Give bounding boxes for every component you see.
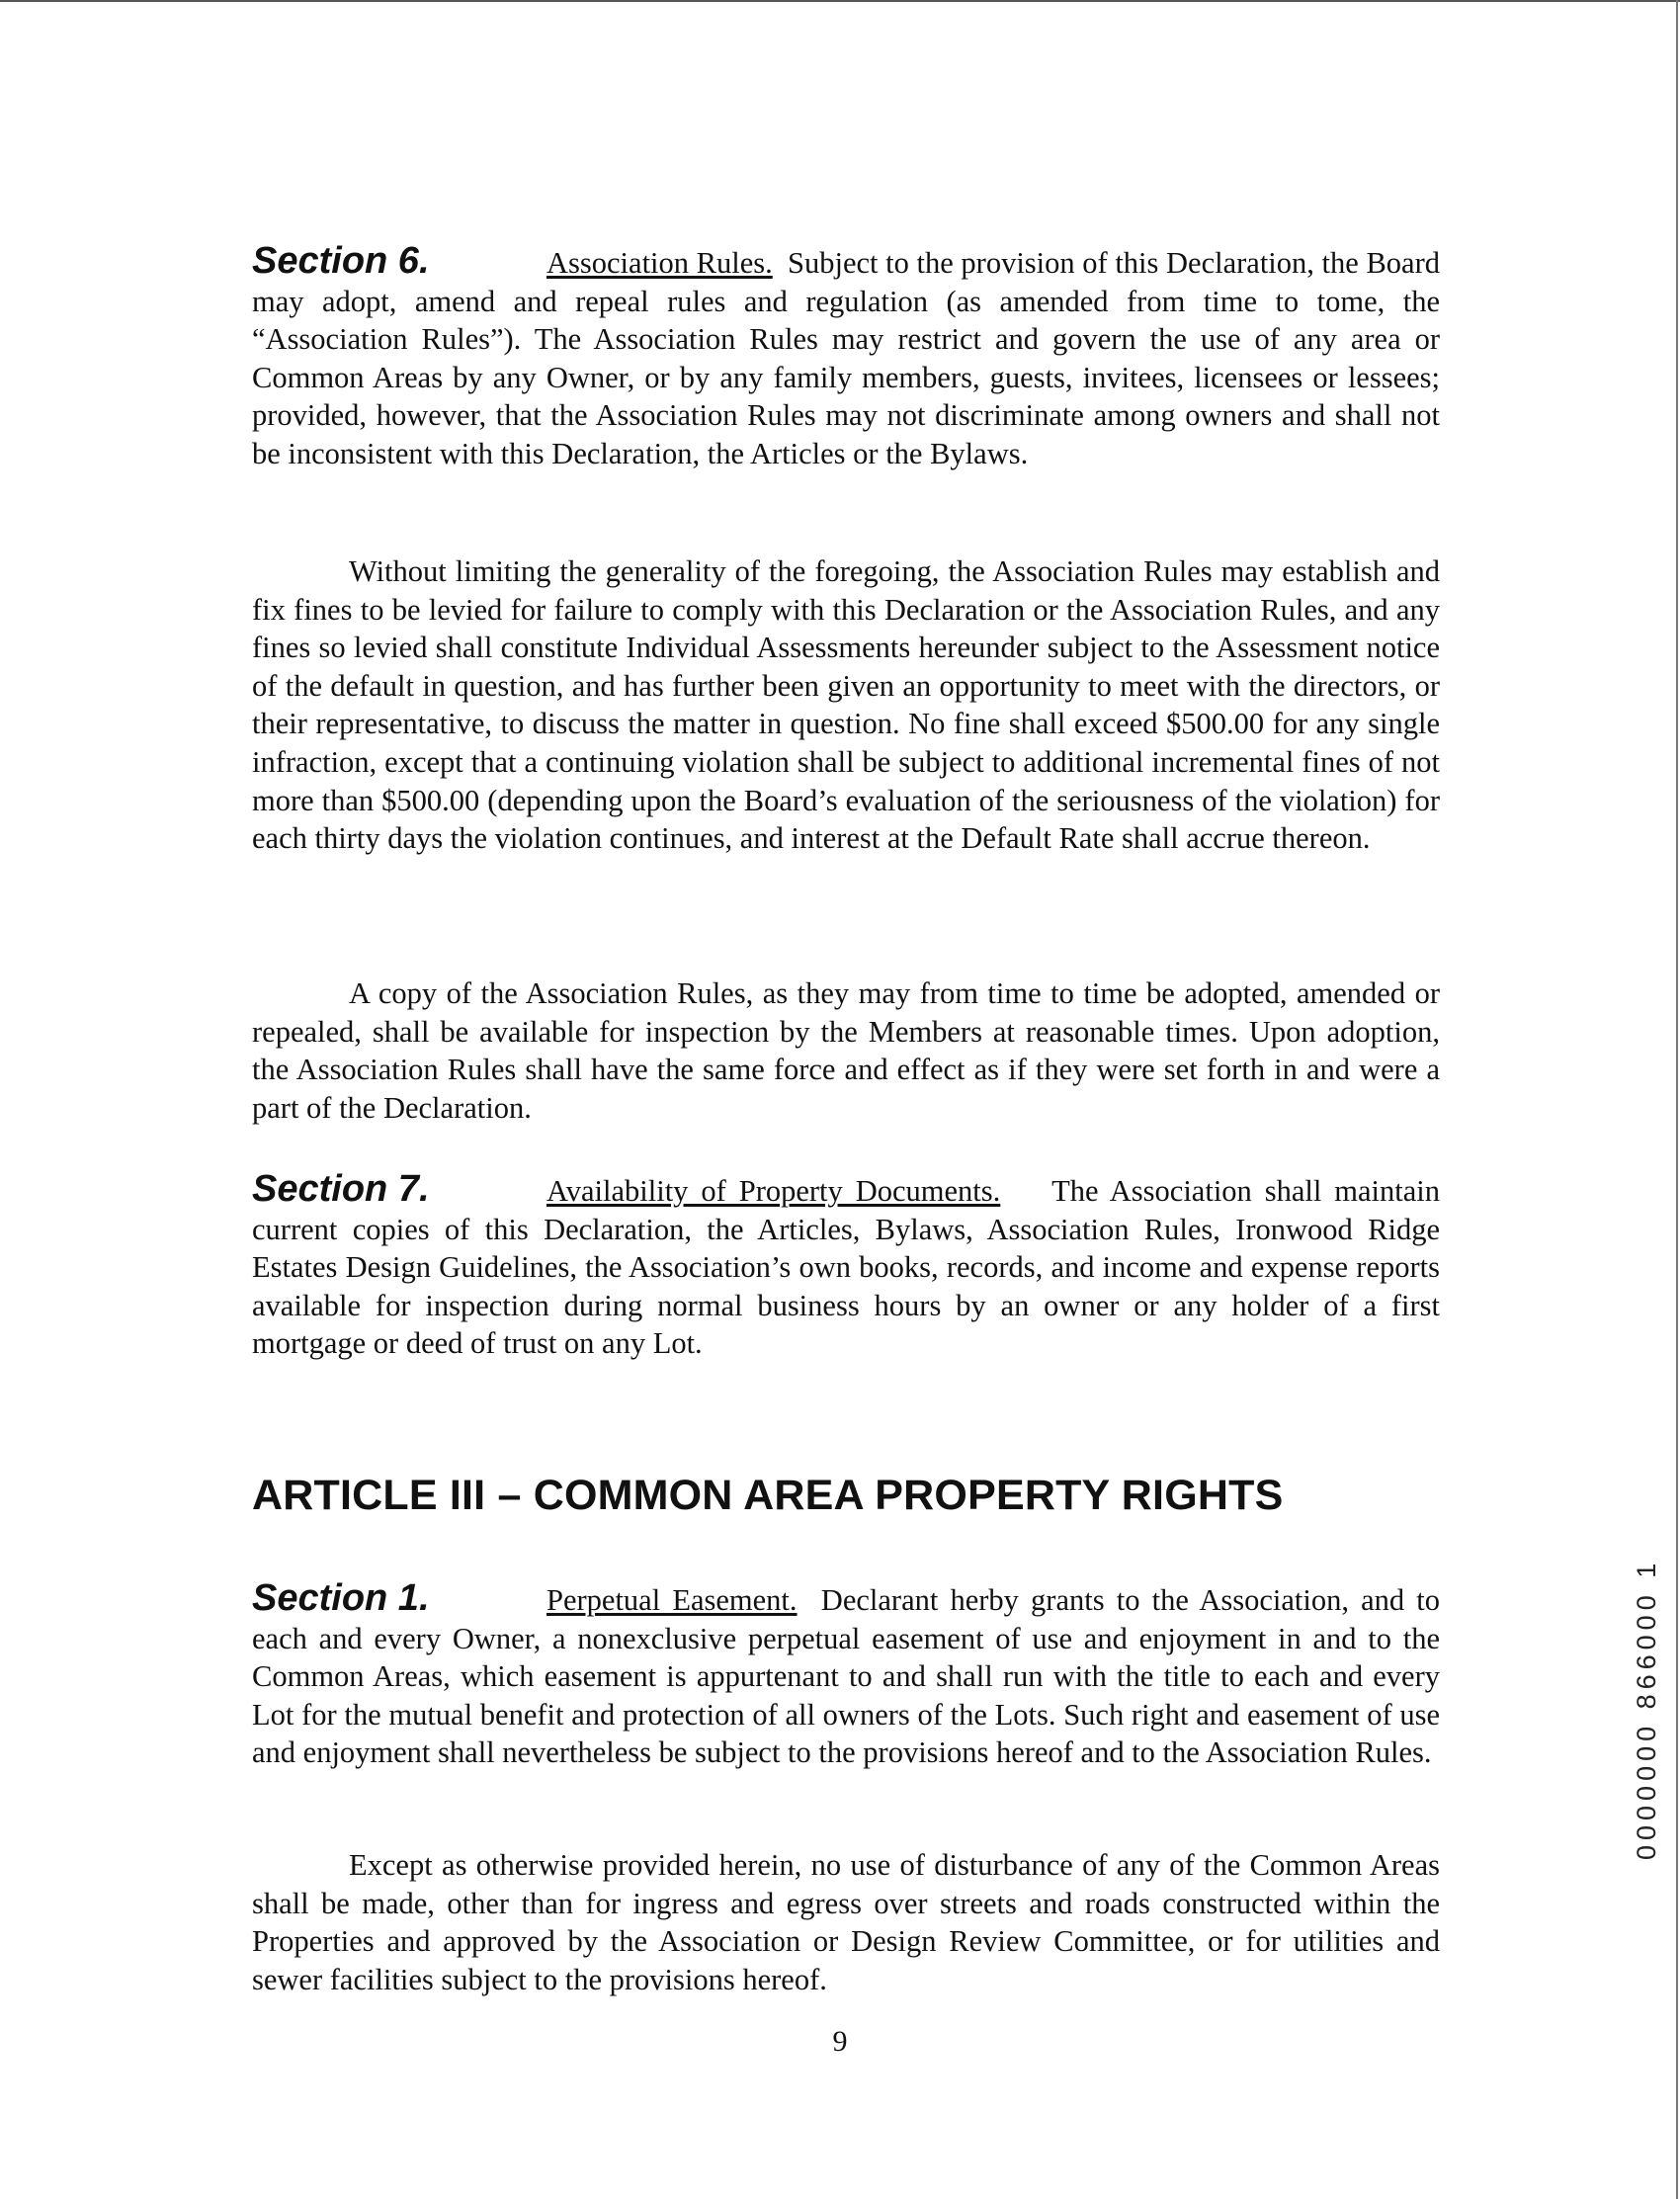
right-scan-rule [1676, 0, 1678, 2199]
article-3-section-1-intro: Declarant herby grants to the Association, and to each and every Owner, a nonexclusive perpetual easement of use and enjoyment in and to the Common Areas, which easement is appurtenant to and shall run with the title to each and every Lot for the mutual benefit and protection of all owners of the Lots. Such right and easement of use and enjoyment shall nevertheless be subject to the provisions hereof and to the Association Rules. [252, 1583, 1440, 1770]
article-3-heading: ARTICLE III – COMMON AREA PROPERTY RIGHTS [252, 1472, 1284, 1519]
top-scan-rule [0, 0, 1680, 2]
article-3-section-1-label: Section 1. [252, 1577, 430, 1619]
article-3-section-1-title: Perpetual Easement. [546, 1583, 798, 1617]
section-7-label: Section 7. [252, 1168, 430, 1210]
margin-document-stamp [1632, 1558, 1661, 1860]
section-7-intro: The Association shall maintain current copies of this Declaration, the Articles, Bylaws, Association Rules, Ironwood Ridge Estates Design Guidelines, the Association’s own books, records, and income and expense reports available for inspection during normal business hours by an owner or any holder of a first mortgage or deed of trust on any Lot. [252, 1174, 1441, 1361]
section-7-title: Availability of Property Documents. [546, 1174, 1001, 1208]
section-6-intro: Subject to the provision of this Declaration, the Board may adopt, amend and repeal rules and regulation (as amended from time to tome, the “Association Rules”). The Association Rules may restrict and govern the use of any area or Common Areas by any Owner, or by any family members, guests, invitees, licensees or lessees; provided, however, that the Association Rules may not discriminate among owners and shall not be inconsistent with this Declaration, the Articles or the Bylaws. [252, 246, 1440, 470]
article-3-section-1-use-paragraph: Except as otherwise provided herein, no use of disturbance of any of the Common Areas shall be made, other than for ingress and egress over streets and roads constructed within the Properties and approved by the Association or Design Review Committee, or for utilities and sewer facilities subject to the provisions hereof. [252, 1848, 1440, 1996]
section-7-paragraph [252, 1170, 1440, 1363]
section-6-fines-paragraph: Without limiting the generality of the foregoing, the Association Rules may establish and fix fines to be levied for failure to comply with this Declaration or the Association Rules, and any fines so levied shall constitute Individual Assessments hereunder subject to the Assessment notice of the default in question, and has further been given an opportunity to meet with the directors, or their representative, to discuss the matter in question. No fine shall exceed $500.00 for any single infraction, except that a continuing violation shall be subject to additional incremental fines of not more than $500.00 (depending upon the Board’s evaluation of the seriousness of the violation) for each thirty days the violation continues, and interest at the Default Rate shall accrue thereon. [252, 554, 1440, 856]
section-6-label: Section 6. [252, 240, 430, 282]
page-number: 9 [832, 2025, 848, 2058]
section-6-title: Association Rules. [546, 246, 773, 280]
margin-stamp-text: 0000000 866000 1 [1632, 1558, 1661, 1860]
section-6-paragraph [252, 242, 1440, 473]
article-3-section-1-paragraph [252, 1579, 1440, 1772]
section-6-copy-paragraph: A copy of the Association Rules, as they may from time to time be adopted, amended or repealed, shall be available for inspection by the Members at reasonable times. Upon adoption, the Association Rules shall have the same force and effect as if they were set forth in and were a part of the Declaration. [252, 976, 1440, 1125]
